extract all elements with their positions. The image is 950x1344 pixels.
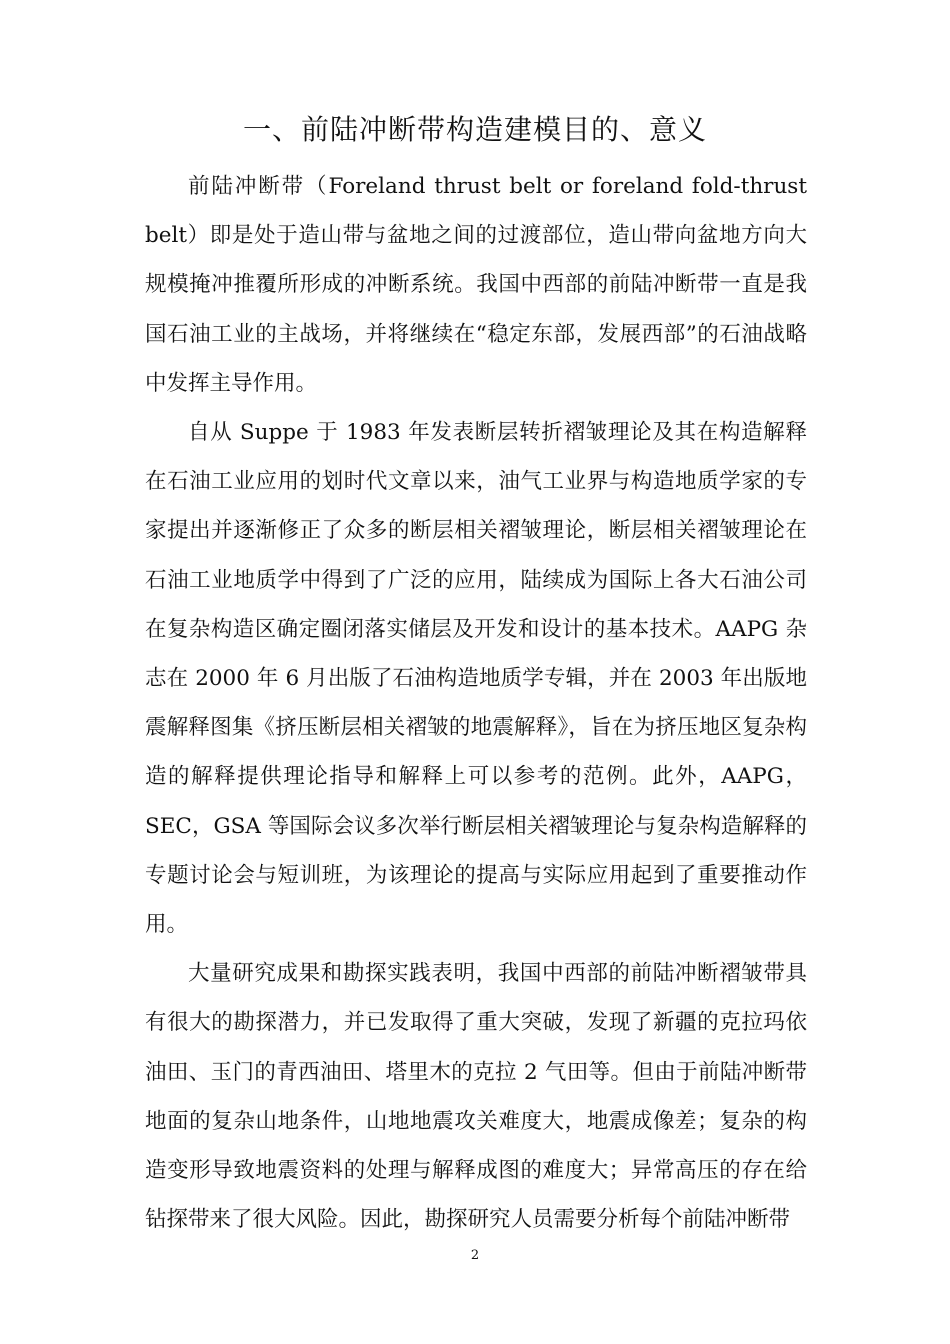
paragraph-definition: 前陆冲断带（Foreland thrust belt or foreland fold-thrust belt）即是处于造山带与盆地之间的过渡部位，造山带向盆地方向大规模掩冲推覆所形成的冲断系统。我国中西部的前陆冲断带一直是我国石油工业的主战场，并将继续在“稳定东部，发展西部”的石油战略中发挥主导作用。 bbox=[145, 174, 807, 396]
body-text bbox=[145, 162, 807, 1244]
paragraph-exploration: 大量研究成果和勘探实践表明，我国中西部的前陆冲断褶皱带具有很大的勘探潜力，并已发取得了重大突破，发现了新疆的克拉玛依油田、玉门的青西油田、塔里木的克拉 2 气田等。但由于前陆冲断带地面的复杂山地条件，山地地震攻关难度大，地震成像差；复杂的构造变形导致地震资料的处理与解释成图的难度大；异常高压的存在给钻探带来了很大风险。因此，勘探研究人员需要分析每个前陆冲断带 bbox=[145, 961, 807, 1233]
page-number: 2 bbox=[470, 1248, 480, 1263]
section-title: 一、前陆冲断带构造建模目的、意义 bbox=[242, 113, 707, 146]
paragraph-history: 自从 Suppe 于 1983 年发表断层转折褶皱理论及其在构造解释在石油工业应用的划时代文章以来，油气工业界与构造地质学家的专家提出并逐渐修正了众多的断层相关褶皱理论，断层相关褶皱理论在石油工业地质学中得到了广泛的应用，陆续成为国际上各大石油公司在复杂构造区确定圈闭落实储层及开发和设计的基本技术。AAPG 杂志在 2000 年 6 月出版了石油构造地质学专辑，并在 2003 年出版地震解释图集《挤压断层相关褶皱的地震解释》，旨在为挤压地区复杂构造的解释提供理论指导和解释上可以参考的范例。此外，AAPG，SEC，GSA 等国际会议多次举行断层相关褶皱理论与复杂构造解释的专题讨论会与短训班，为该理论的提高与实际应用起到了重要推动作用。 bbox=[145, 420, 807, 938]
